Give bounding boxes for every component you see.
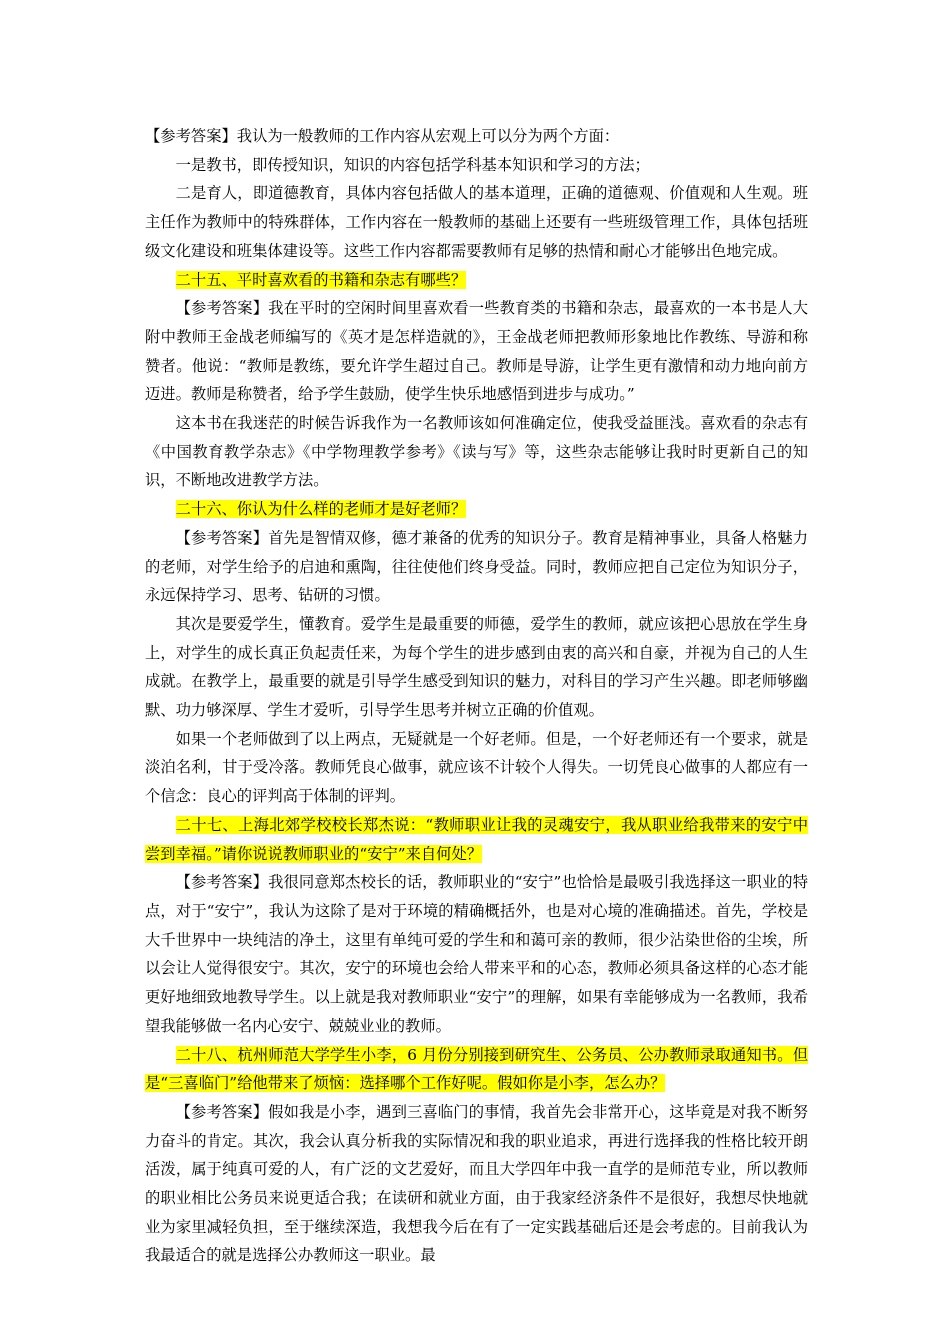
paragraph-text: 【参考答案】我很同意郑杰校长的话，教师职业的“安宁”也恰恰是最吸引我选择这一职业的特点，对于“安宁”，我认为这除了是对于环境的精确概括外，也是对心境的准确描述。首先，学校是大千世界中一块纯洁的净土，这里有单纯可爱的学生和和蔼可亲的教师，很少沾染世俗的尘埃，所以会让人觉得很安宁。其次，安宁的环境也会给人带来平和的心态，教师必须具备这样的心态才能更好地细致地教导学生。以上就是我对教师职业“安宁”的理解，如果有幸能够成为一名教师，我希望我能够做一名内心安宁、兢兢业业的教师。 <box>145 873 808 1035</box>
question-highlight: 二十六、你认为什么样的老师才是好老师？ <box>175 500 467 519</box>
answer-paragraph <box>145 294 808 409</box>
paragraph-text: 【参考答案】我认为一般教师的工作内容从宏观上可以分为两个方面： <box>145 127 620 145</box>
text-paragraph <box>145 151 808 180</box>
question-heading <box>145 1041 808 1098</box>
answer-paragraph <box>145 524 808 610</box>
answer-paragraph <box>145 122 808 151</box>
paragraph-text: 这本书在我迷茫的时候告诉我作为一名教师该如何准确定位，使我受益匪浅。喜欢看的杂志有《中国教育教学杂志》《中学物理教学参考》《读与写》等，这些杂志能够让我时时更新自己的知识，不断地改进教学方法。 <box>145 414 808 490</box>
answer-paragraph <box>145 868 808 1040</box>
question-highlight: 二十八、杭州师范大学学生小李，6 月份分别接到研究生、公务员、公办教师录取通知书。但是“三喜临门”给他带来了烦恼：选择哪个工作好呢。假如你是小李，怎么办？ <box>145 1045 808 1093</box>
question-highlight: 二十七、上海北郊学校校长郑杰说：“教师职业让我的灵魂安宁，我从职业给我带来的安宁中尝到幸福。”请你说说教师职业的“安宁”来自何处？ <box>145 815 808 863</box>
paragraph-text: 【参考答案】首先是智情双修，德才兼备的优秀的知识分子。教育是精神事业，具备人格魅力的老师，对学生给予的启迪和熏陶，往往使他们终身受益。同时，教师应把自己定位为知识分子，永远保持学习、思考、钻研的习惯。 <box>145 528 808 605</box>
question-heading <box>145 811 808 868</box>
answer-paragraph <box>145 1098 808 1270</box>
paragraph-text: 【参考答案】假如我是小李，遇到三喜临门的事情，我首先会非常开心，这毕竟是对我不断努力奋斗的肯定。其次，我会认真分析我的实际情况和我的职业追求，再进行选择我的性格比较开朗活泼，属于纯真可爱的人，有广泛的文艺爱好，而且大学四年中我一直学的是师范专业，所以教师的职业相比公务员来说更适合我；在读研和就业方面，由于我家经济条件不是很好，我想尽快地就业为家里减轻负担，至于继续深造，我想我今后在有了一定实践基础后还是会考虑的。目前我认为我最适合的就是选择公办教师这一职业。最 <box>145 1102 808 1265</box>
text-paragraph <box>145 409 808 495</box>
paragraph-text: 【参考答案】我在平时的空闲时间里喜欢看一些教育类的书籍和杂志，最喜欢的一本书是人大附中教师王金战老师编写的《英才是怎样造就的》，王金战老师把教师形象地比作教练、导游和称赞者。他说：“教师是教练，要允许学生超过自己。教师是导游，让学生更有激情和动力地向前方迈进。教师是称赞者，给予学生鼓励，使学生快乐地感悟到进步与成功。” <box>145 299 808 404</box>
document-page <box>145 122 808 1270</box>
paragraph-text: 一是教书，即传授知识，知识的内容包括学科基本知识和学习的方法； <box>175 155 650 174</box>
paragraph-text: 如果一个老师做到了以上两点，无疑就是一个好老师。但是，一个好老师还有一个要求，就是淡泊名利，甘于受冷落。教师凭良心做事，就应该不计较个人得失。一切凭良心做事的人都应有一个信念：良心的评判高于体制的评判。 <box>145 729 808 806</box>
question-highlight: 二十五、平时喜欢看的书籍和杂志有哪些？ <box>175 270 467 289</box>
question-heading <box>145 266 808 295</box>
text-paragraph <box>145 610 808 725</box>
text-paragraph <box>145 179 808 265</box>
text-paragraph <box>145 725 808 811</box>
paragraph-text: 其次是要爱学生，懂教育。爱学生是最重要的师德，爱学生的教师，就应该把心思放在学生身上，对学生的成长真正负起责任来，为每个学生的进步感到由衷的高兴和自豪，并视为自己的人生成就。在教学上，最重要的就是引导学生感受到知识的魅力，对科目的学习产生兴趣。即老师够幽默、功力够深厚、学生才爱听，引导学生思考并树立正确的价值观。 <box>145 614 808 720</box>
paragraph-text: 二是育人，即道德教育，具体内容包括做人的基本道理，正确的道德观、价值观和人生观。班主任作为教师中的特殊群体，工作内容在一般教师的基础上还要有一些班级管理工作，具体包括班级文化建设和班集体建设等。这些工作内容都需要教师有足够的热情和耐心才能够出色地完成。 <box>145 184 808 260</box>
question-heading <box>145 495 808 524</box>
